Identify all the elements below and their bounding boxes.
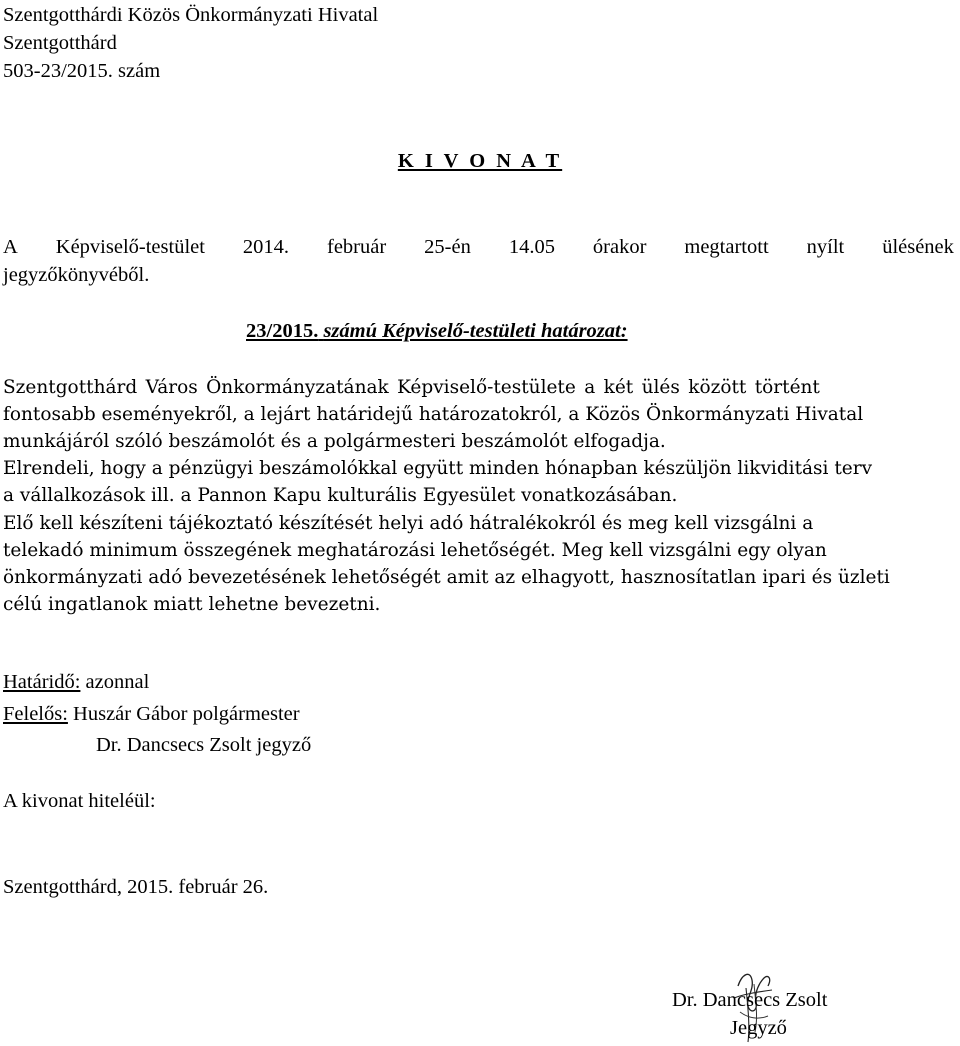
body-line-9: célú ingatlanok miatt lehetne bevezetni. <box>3 594 381 615</box>
attestation-text: A kivonat hiteléül: <box>3 790 156 812</box>
intro-word: 2014. <box>242 236 290 258</box>
deadline-label: Határidő: <box>3 671 81 693</box>
intro-word: A <box>3 236 18 258</box>
body-line-2: fontosabb eseményekről, a lejárt határidejű határozatokról, a Közös Önkormányzati Hivatal <box>3 404 864 425</box>
body-line-6: Elő kell készíteni tájékoztató készítését helyi adó hátralékokról és meg kell vizsgálni a <box>3 513 814 534</box>
intro-word: február <box>327 236 387 258</box>
deadline-value: azonnal <box>85 671 150 693</box>
body-line-5: a vállalkozások ill. a Pannon Kapu kulturális Egyesület vonatkozásában. <box>3 485 678 506</box>
resolution-title: számú Képviselő-testületi határozat: <box>323 320 628 342</box>
office-name: Szentgotthárdi Közös Önkormányzati Hivatal <box>3 4 379 26</box>
resolution-number: 23/2015. <box>246 320 319 342</box>
intro-word: 25-én <box>424 236 471 258</box>
responsible-label: Felelős: <box>3 703 68 725</box>
city-name: Szentgotthárd <box>3 32 117 54</box>
deadline-row <box>3 670 149 694</box>
body-text: Szentgotthárd Város Önkormányzatának Képviselő-testülete a két ülés között történt <box>3 377 820 398</box>
body-line-3: munkájáról szóló beszámolót és a polgármesteri beszámolót elfogadja. <box>3 431 666 452</box>
responsible-value: Huszár Gábor polgármester <box>73 703 300 725</box>
intro-word: órakor <box>592 236 647 258</box>
place-date: Szentgotthárd, 2015. február 26. <box>3 876 269 898</box>
responsible-second: Dr. Dancsecs Zsolt jegyző <box>96 734 312 756</box>
intro-word: megtartott <box>684 236 769 258</box>
intro-word: ülésének <box>882 236 954 258</box>
responsible-row <box>3 702 300 726</box>
body-line-4: Elrendeli, hogy a pénzügyi beszámolókkal együtt minden hónapban készüljön likviditási terv <box>3 458 873 479</box>
signer-name: Dr. Dancsecs Zsolt <box>672 989 828 1011</box>
intro-word: 14.05 <box>508 236 555 258</box>
intro-word: Képviselő-testület <box>55 236 205 258</box>
intro-line-1 <box>3 235 954 259</box>
intro-line-2: jegyzőkönyvéből. <box>3 264 150 286</box>
body-line-1 <box>3 376 954 400</box>
body-line-7: telekadó minimum összegének meghatározási lehetőségét. Meg kell vizsgálni egy olyan <box>3 540 827 561</box>
reference-number: 503-23/2015. szám <box>3 60 161 82</box>
document-title: K I V O N A T <box>397 150 563 172</box>
intro-word: nyílt <box>806 236 845 258</box>
resolution-heading <box>246 318 628 344</box>
signer-role: Jegyző <box>730 1017 787 1039</box>
body-line-8: önkormányzati adó bevezetésének lehetőségét amit az elhagyott, hasznosítatlan ipari és üzleti <box>3 567 890 588</box>
